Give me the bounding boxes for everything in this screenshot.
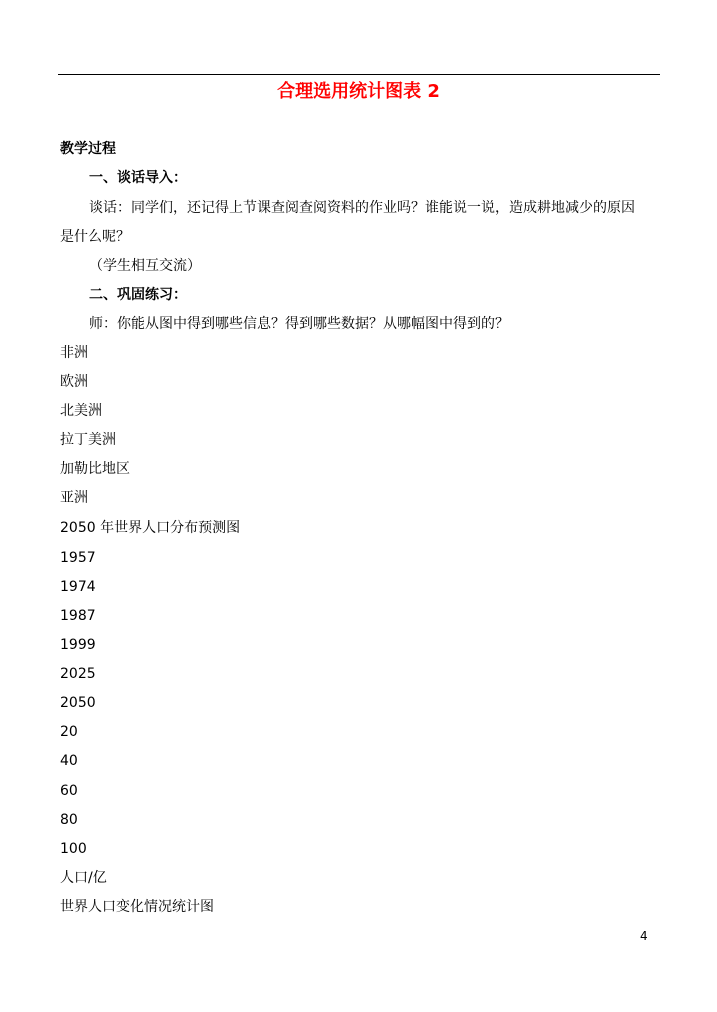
- chart-label: 加勒比地区: [60, 461, 130, 477]
- chart-title-label: 2050 年世界人口分布预测图: [60, 520, 241, 536]
- chart-label: 2050: [60, 695, 96, 711]
- page-number: 4: [640, 929, 648, 943]
- chart-label: 2025: [60, 666, 96, 682]
- chart-label: 亚洲: [60, 490, 88, 506]
- chart-label: 100: [60, 841, 87, 857]
- chart-label: 1987: [60, 608, 96, 624]
- chart-label: 人口/亿: [60, 870, 107, 886]
- chart-label: 40: [60, 753, 78, 769]
- part2-question: 师：你能从图中得到哪些信息？得到哪些数据？从哪幅图中得到的？: [89, 316, 509, 332]
- chart-label: 1999: [60, 637, 96, 653]
- part1-paragraph-line1: 谈话：同学们，还记得上节课查阅查阅资料的作业吗？谁能说一说，造成耕地减少的原因: [89, 200, 635, 216]
- part1-heading: 一、谈话导入：: [89, 170, 187, 186]
- chart-label: 80: [60, 812, 78, 828]
- chart-label: 欧洲: [60, 374, 88, 390]
- page-title: 合理选用统计图表 2: [277, 81, 440, 102]
- chart-label: 拉丁美洲: [60, 432, 116, 448]
- chart-label: 非洲: [60, 345, 88, 361]
- chart-label: 1957: [60, 550, 96, 566]
- chart-label: 20: [60, 724, 78, 740]
- part1-paragraph-line2: 是什么呢？: [60, 229, 130, 245]
- chart-label: 北美洲: [60, 403, 102, 419]
- part1-note: （学生相互交流）: [89, 258, 201, 274]
- chart-label: 60: [60, 783, 78, 799]
- header-rule: [58, 74, 660, 75]
- part2-heading: 二、巩固练习：: [89, 287, 187, 303]
- chart-label: 1974: [60, 579, 96, 595]
- section-heading: 教学过程: [60, 141, 116, 157]
- chart-title-label: 世界人口变化情况统计图: [60, 899, 214, 915]
